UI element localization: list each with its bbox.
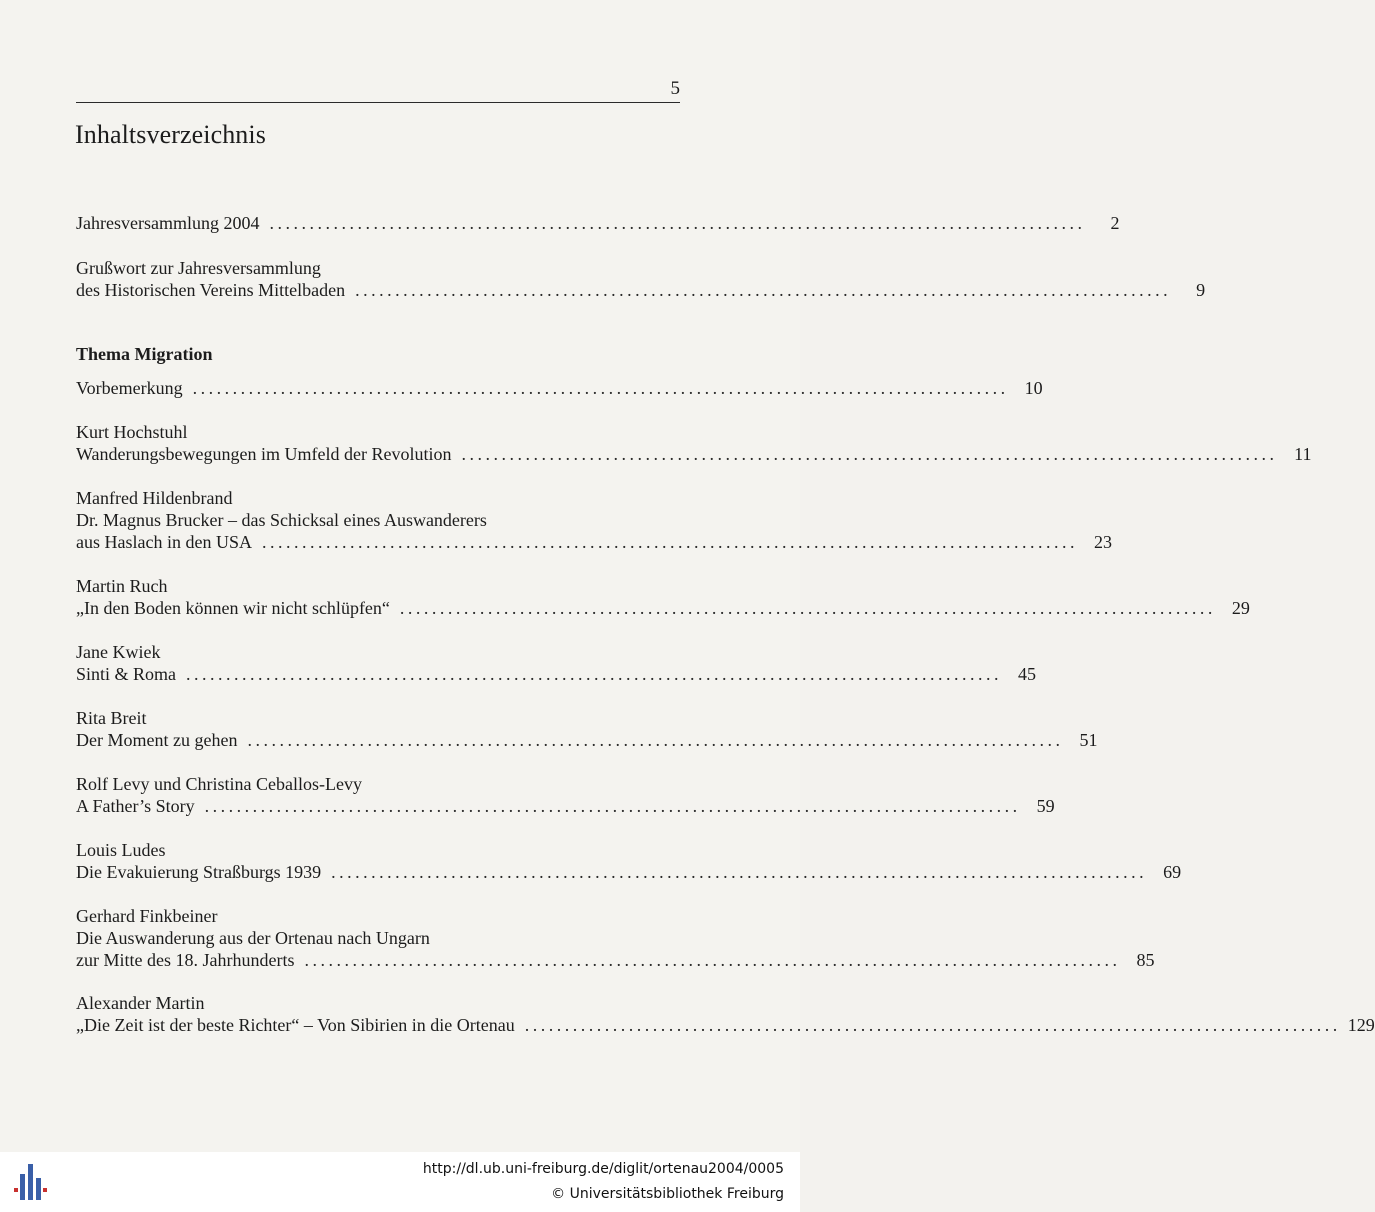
entry-author: Gerhard Finkbeiner xyxy=(76,906,218,926)
entry-page: 69 xyxy=(1163,862,1182,882)
entry-title-cont: aus Haslach in den USA xyxy=(76,532,252,552)
entry-title: A Father’s Story xyxy=(76,796,195,816)
page-number: 5 xyxy=(670,78,680,99)
entry-title: Der Moment zu gehen xyxy=(76,730,238,750)
entry-title: „In den Boden können wir nicht schlüpfen“ xyxy=(76,598,390,618)
toc-entry[interactable] xyxy=(76,212,1120,234)
entry-page: 9 xyxy=(1196,280,1206,300)
dot-leader: ...................................................................................................... xyxy=(192,378,1009,398)
dot-leader: ...................................................................................................... xyxy=(355,280,1172,300)
page-title: Inhaltsverzeichnis xyxy=(75,120,266,149)
toc-entry[interactable] xyxy=(76,257,1206,301)
dot-leader: ...................................................................................................... xyxy=(399,598,1216,618)
toc-entry[interactable] xyxy=(76,707,1098,751)
entry-page: 59 xyxy=(1036,796,1055,816)
entry-title: Die Evakuierung Straßburgs 1939 xyxy=(76,862,322,882)
toc-entry[interactable] xyxy=(76,905,1155,971)
entry-title: Die Auswanderung aus der Ortenau nach Ungarn xyxy=(76,928,430,948)
source-url[interactable]: http://dl.ub.uni-freiburg.de/diglit/ortenau2004/0005 xyxy=(422,1161,784,1177)
toc-entry[interactable] xyxy=(76,421,1312,465)
entry-title: Wanderungsbewegungen im Umfeld der Revolution xyxy=(76,444,452,464)
toc-entry[interactable] xyxy=(76,575,1250,619)
ub-freiburg-logo-icon xyxy=(10,1162,50,1204)
entry-title: Sinti & Roma xyxy=(76,664,177,684)
dot-leader: ...................................................................................................... xyxy=(331,862,1148,882)
toc-entry[interactable] xyxy=(76,641,1037,685)
dot-leader: ...................................................................................................... xyxy=(304,950,1121,970)
entry-author: Kurt Hochstuhl xyxy=(76,422,188,442)
entry-author: Louis Ludes xyxy=(76,840,166,860)
dot-leader: ...................................................................................................... xyxy=(204,796,1021,816)
toc-entry[interactable] xyxy=(76,992,1375,1036)
dot-leader: ...................................................................................................... xyxy=(524,1015,1341,1035)
dot-leader: ...................................................................................................... xyxy=(269,213,1086,233)
dot-leader: ...................................................................................................... xyxy=(247,730,1064,750)
entry-title: „Die Zeit ist der beste Richter“ – Von Sibirien in die Ortenau xyxy=(76,1015,515,1035)
toc-entry[interactable] xyxy=(76,773,1055,817)
entry-title: Dr. Magnus Brucker – das Schicksal eines Auswanderers xyxy=(76,510,487,530)
entry-page: 11 xyxy=(1294,444,1312,464)
entry-page: 129 xyxy=(1347,1015,1375,1035)
entry-title: Grußwort zur Jahresversammlung xyxy=(76,258,321,278)
copyright-notice: © Universitätsbibliothek Freiburg xyxy=(551,1186,784,1202)
toc-entry[interactable] xyxy=(76,377,1043,399)
toc-entry[interactable] xyxy=(76,487,1112,553)
entry-author: Rita Breit xyxy=(76,708,147,728)
entry-page: 2 xyxy=(1110,213,1120,233)
entry-author: Martin Ruch xyxy=(76,576,168,596)
dot-leader: ...................................................................................................... xyxy=(261,532,1078,552)
entry-title-cont: zur Mitte des 18. Jahrhunderts xyxy=(76,950,295,970)
header-rule xyxy=(76,102,680,103)
entry-page: 51 xyxy=(1079,730,1098,750)
entry-page: 29 xyxy=(1231,598,1250,618)
entry-title: Jahresversammlung 2004 xyxy=(76,213,260,233)
toc-entry[interactable] xyxy=(76,839,1182,883)
entry-title-cont: des Historischen Vereins Mittelbaden xyxy=(76,280,346,300)
entry-page: 10 xyxy=(1024,378,1043,398)
entry-author: Alexander Martin xyxy=(76,993,205,1013)
section-heading: Thema Migration xyxy=(76,344,213,364)
viewer-footer xyxy=(0,1152,800,1212)
entry-page: 45 xyxy=(1018,664,1037,684)
entry-author: Manfred Hildenbrand xyxy=(76,488,233,508)
entry-author: Jane Kwiek xyxy=(76,642,161,662)
entry-page: 23 xyxy=(1093,532,1112,552)
entry-page: 85 xyxy=(1136,950,1155,970)
dot-leader: ...................................................................................................... xyxy=(186,664,1003,684)
entry-author: Rolf Levy und Christina Ceballos-Levy xyxy=(76,774,362,794)
dot-leader: ...................................................................................................... xyxy=(461,444,1278,464)
entry-title: Vorbemerkung xyxy=(76,378,183,398)
